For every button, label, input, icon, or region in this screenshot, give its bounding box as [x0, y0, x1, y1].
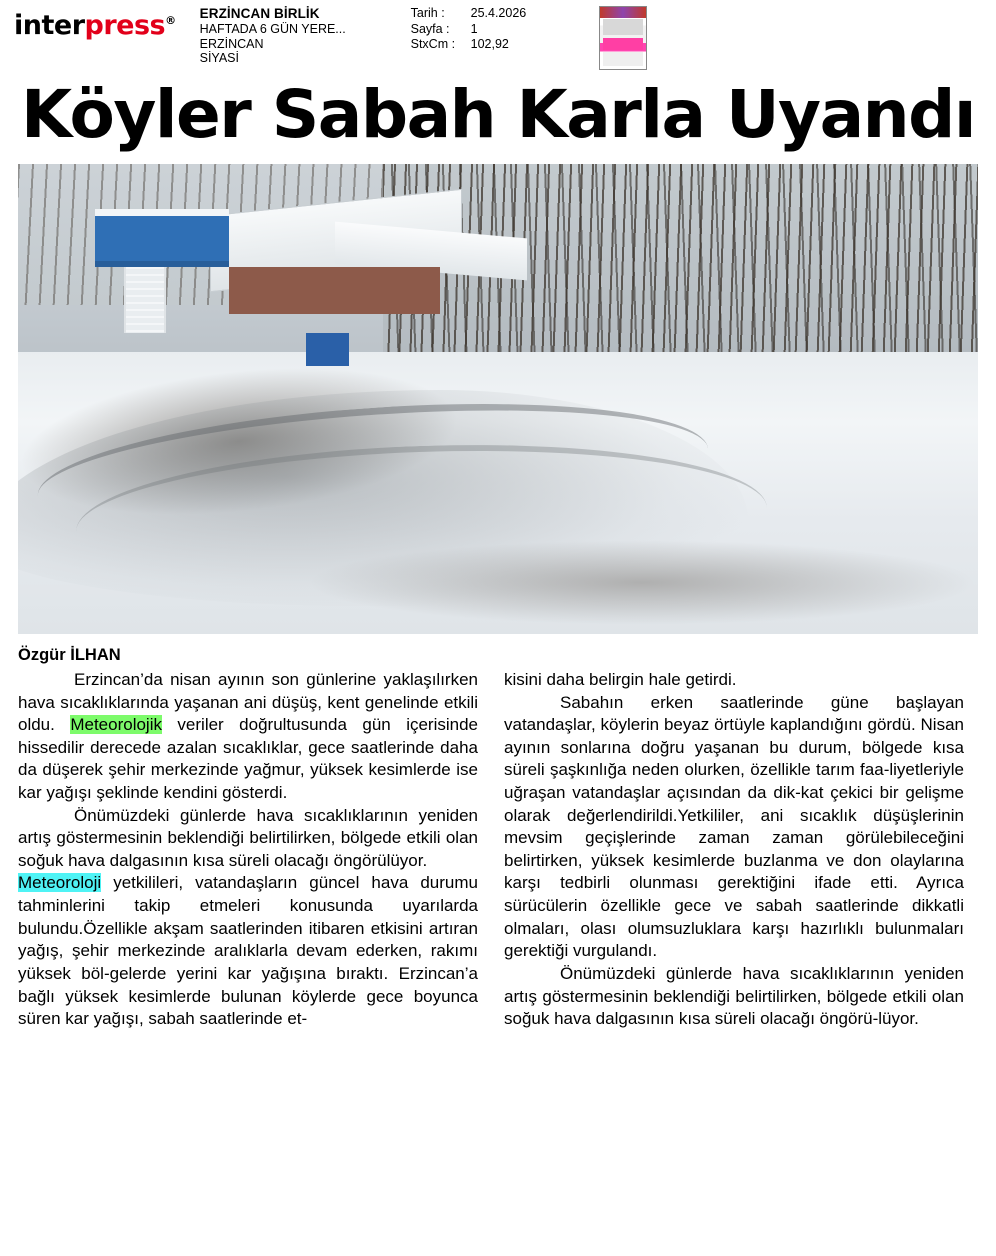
article-column-left: [18, 669, 478, 1031]
article-column-right: [504, 669, 964, 1031]
thumbnail-masthead-band: [600, 7, 646, 18]
article-headline: Köyler Sabah Karla Uyandı: [21, 76, 975, 153]
meta-row-page: [411, 22, 591, 38]
publication-city: ERZİNCAN: [199, 36, 264, 51]
paragraph-left-1: [18, 669, 478, 805]
thumbnail-content-band-1: [603, 19, 643, 35]
highlight-meteorolojik: Meteorolojik: [70, 715, 162, 735]
thumbnail-content-band-2: [603, 38, 643, 50]
paragraph-left-1-part-a: Erzincan’da nisan ayının son günlerine yaklaşılırken hava sıcaklıklarında yaşanan ani düşüş, kent genelinde etkili oldu.: [18, 670, 478, 735]
meta-spacer: [463, 22, 471, 38]
article-byline: Özgür İLHAN: [18, 646, 121, 664]
thumbnail-content-band-3: [603, 52, 643, 66]
date-value: 25.4.2026: [470, 6, 527, 20]
publication-category: SİYASİ: [199, 51, 239, 66]
publication-info: [200, 6, 405, 66]
paragraph-right-2: Sabahın erken saatlerinde güne başlayan vatandaşlar, köylerin beyaz örtüyle kaplandığını gördü. Nisan ayının sonlarına doğru yaşanan bu durum, bölgede kısa süreli şaşkınlığa neden olurken, özellikle tarım faa-liyetleriyle uğraşan vatandaşlar açısından da dik-kat çekici bir gelişme olarak değerlendirildi.Yetkililer, ani sıcaklık düşüşlerinin mevsim geçişlerinde zaman zaman görülebileceğini belirtirken, yüksek kesimlerde buzlanma ve don olaylarına karşı tedbirli olunması gerektiğini ifade etti. Ayrıca sürücülerin özellikle gece ve sabah saatlerinde dikkatli olmaları, olası olumsuzluklara karşı hazırlıklı bulunmaları gerektiği vurgulandı.: [504, 692, 964, 961]
interpress-logo: [14, 6, 176, 39]
article-photo: [18, 164, 978, 634]
meta-spacer: [463, 6, 471, 22]
photo-exposed-dirt-bottom: [306, 540, 978, 625]
registered-mark-icon: ®: [165, 14, 176, 27]
logo-text-press: press: [84, 10, 166, 41]
page-label: Sayfa :: [410, 21, 450, 36]
page-thumbnail-image: [599, 6, 647, 70]
highlight-meteoroloji: Meteoroloji: [18, 873, 102, 893]
photo-blue-barrel: [306, 333, 349, 366]
logo-text-inter: inter: [14, 10, 85, 41]
clipping-header: [0, 0, 996, 72]
meta-spacer: [463, 37, 471, 53]
paragraph-right-3: Önümüzdeki günlerde hava sıcaklıklarının yeniden artış göstermesinin beklendiği belirtilirken, bölgede etkili olan soğuk hava dalgasının kısa süreli olacağı öngörü-lüyor.: [504, 963, 964, 1029]
meta-row-stxcm: [411, 37, 591, 53]
photo-ladder: [124, 267, 166, 333]
stxcm-value: 102,92: [470, 37, 509, 52]
paragraph-left-2: Önümüzdeki günlerde hava sıcaklıklarının yeniden artış göstermesinin beklendiği belirtilirken, bölgede etkili olan soğuk hava dalgasının kısa süreli olacağı öngörülüyor.: [18, 805, 478, 870]
stxcm-label: StxCm :: [410, 37, 456, 52]
page-value: 1: [470, 21, 478, 36]
publication-name: ERZİNCAN BİRLİK: [199, 6, 320, 21]
paragraph-right-1: kisini daha belirgin hale getirdi.: [504, 670, 737, 689]
paragraph-left-3: [18, 872, 478, 1030]
publication-frequency: HAFTADA 6 GÜN YERE...: [199, 21, 346, 36]
clipping-meta: [411, 6, 591, 53]
paragraph-left-3-part-b: yetkilileri, vatandaşların güncel hava durumu tahminlerini takip etmeleri konusunda uyarılarda bulundu.Özellikle akşam saatlerinden itibaren etkisini artıran yağış, şehir merkezinde aralıklarla devam ederken, rakımı yüksek böl-gelerde yerini kar yağışına bıraktı. Erzincan’a bağlı yüksek kesimlerde bulunan köylerde gece boyunca süren kar yağışı, sabah saatlerinde et-: [18, 873, 478, 1029]
paragraph-left-1-part-b: veriler doğrultusunda gün içerisinde hissedilir derecede azalan sıcaklıklar, gece saatlerinde daha da düşerek şehir merkezinde yağmur, yüksek kesimlerde ise kar yağışı şeklinde kendini gösterdi.: [18, 715, 479, 803]
meta-row-date: [411, 6, 591, 22]
photo-canvas: [18, 164, 978, 634]
date-label: Tarih :: [410, 6, 445, 20]
article-body: [18, 669, 978, 1031]
photo-brick-wall: [229, 267, 440, 314]
photo-blue-structure: [95, 216, 229, 268]
